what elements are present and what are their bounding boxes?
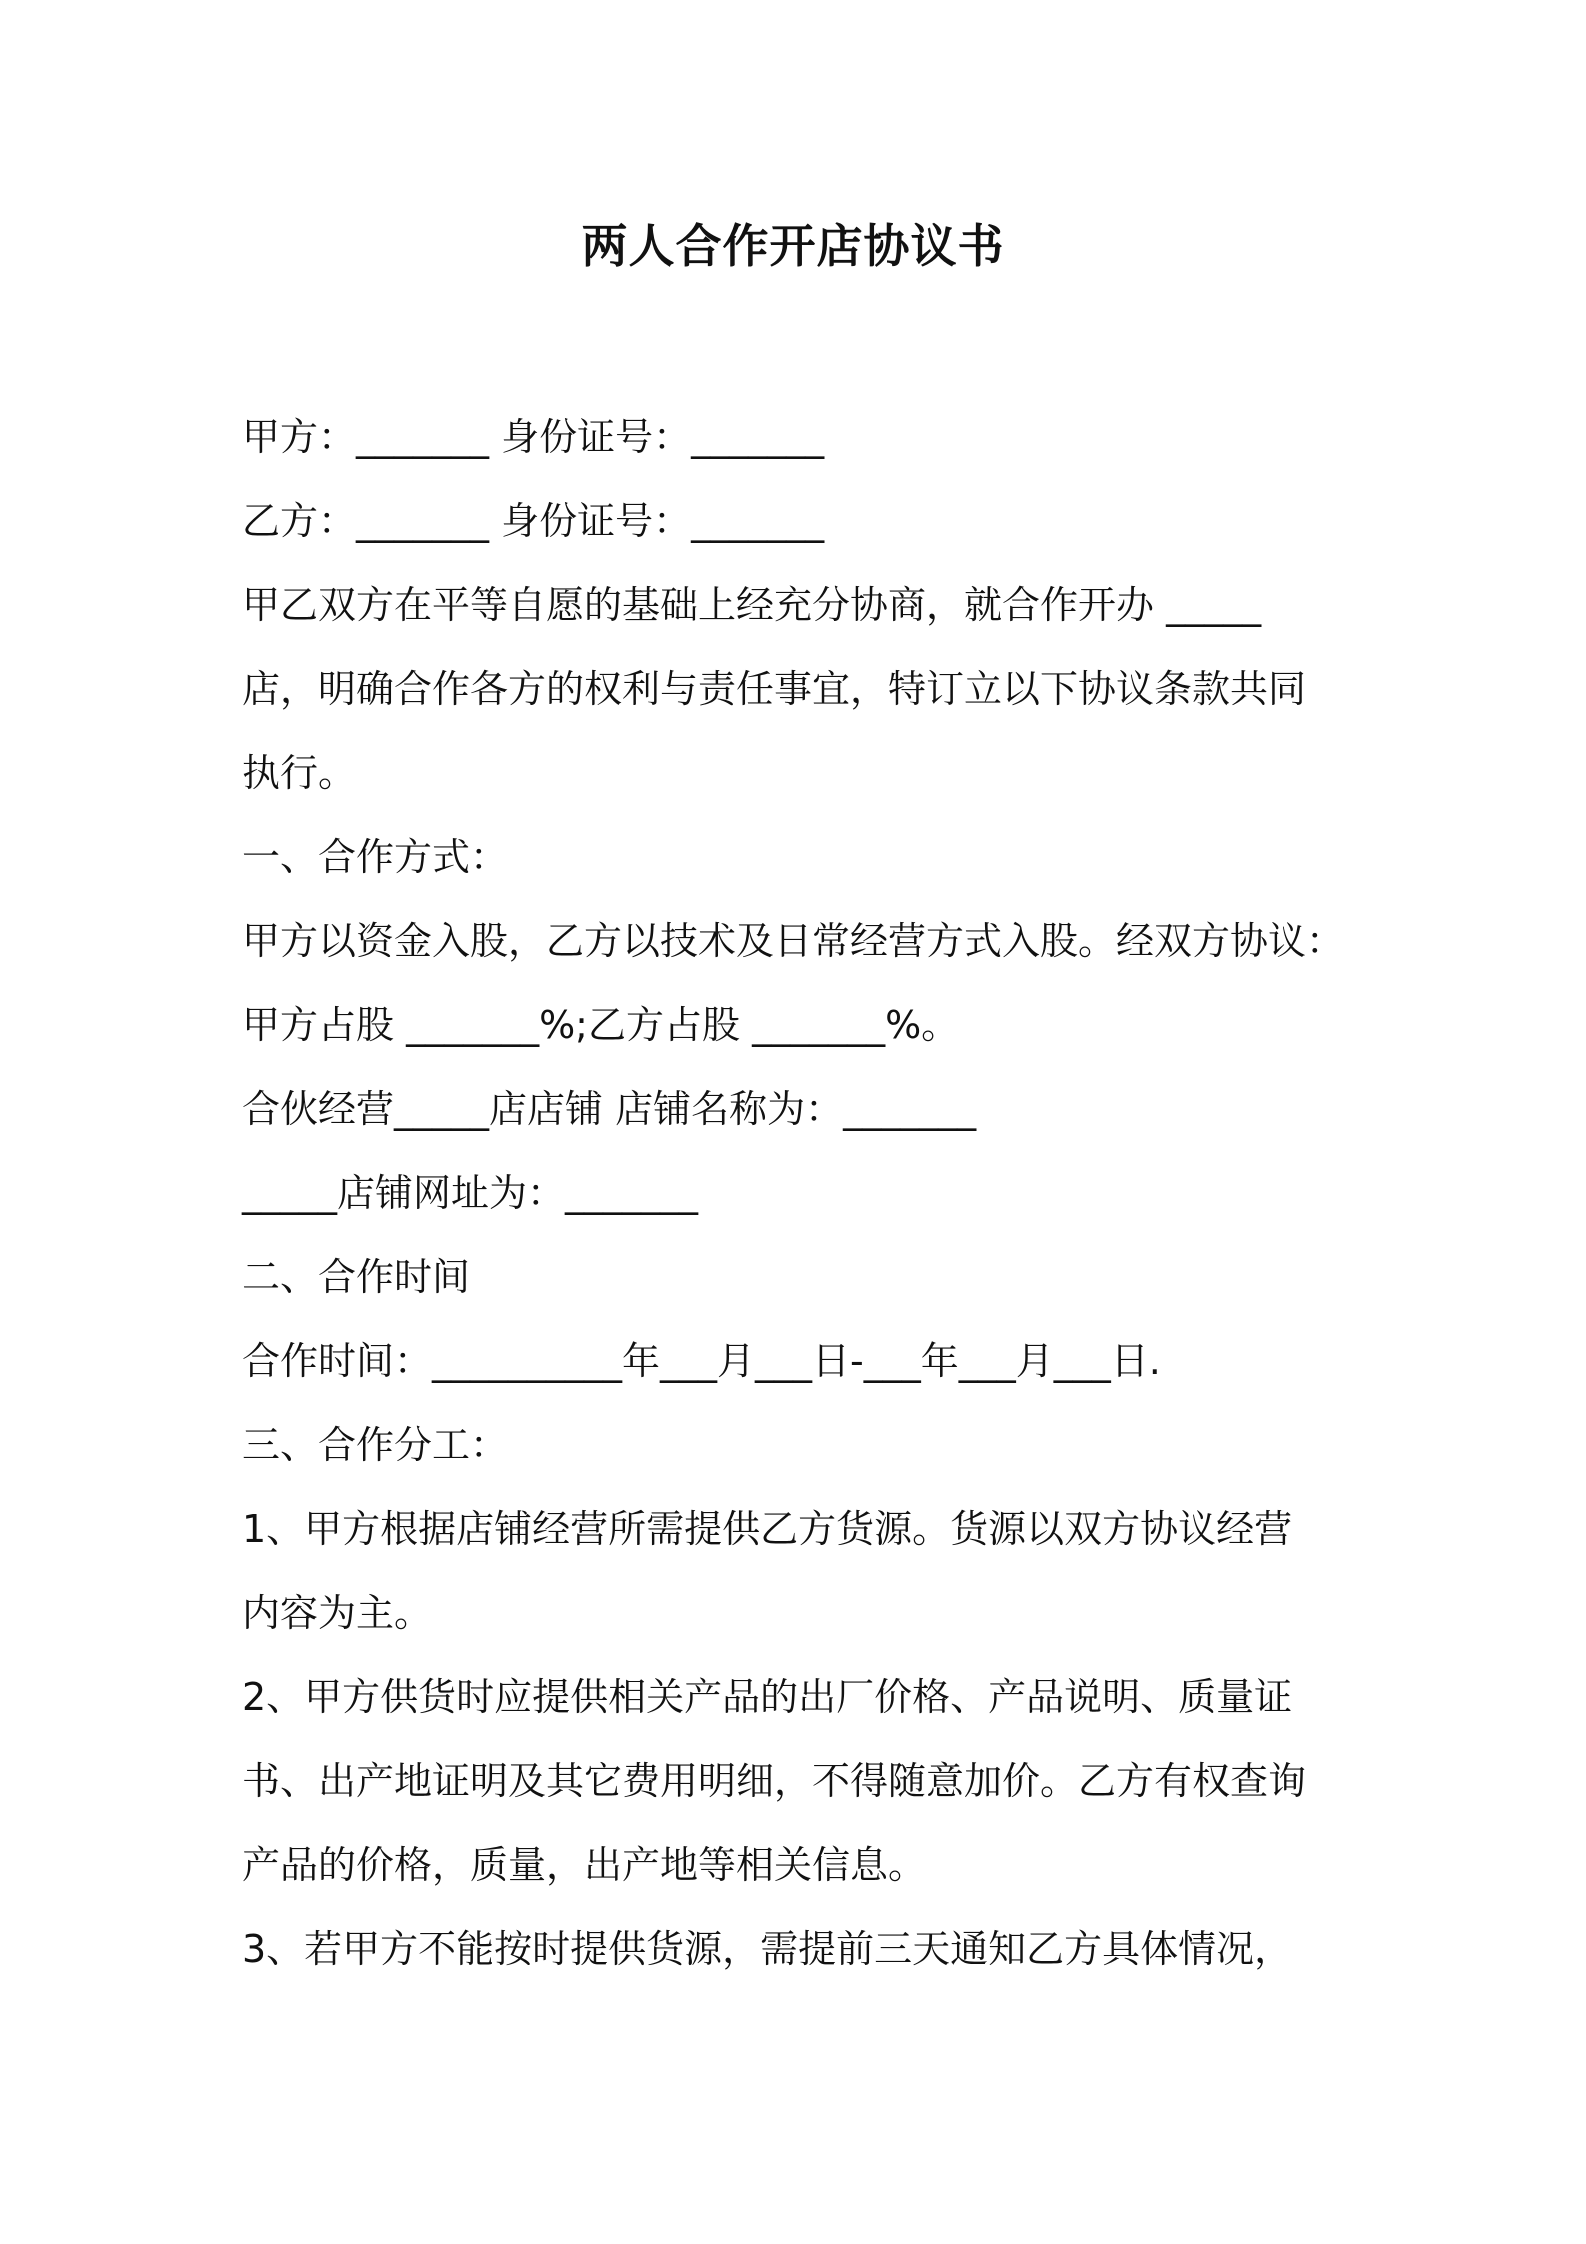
- cooperation-method-line-1: 甲方以资金入股，乙方以技术及日常经营方式入股。经双方协议：: [242, 919, 1345, 963]
- clause-1-line-2: 内容为主。: [242, 1591, 433, 1635]
- clause-1-line-1: 1、甲方根据店铺经营所需提供乙方货源。货源以双方协议经营: [242, 1507, 1293, 1551]
- preamble-line-3: 执行。: [242, 751, 357, 795]
- clause-3-line-1: 3、若甲方不能按时提供货源，需提前三天通知乙方具体情况，: [242, 1927, 1293, 1971]
- preamble-line-2: 店，明确合作各方的权利与责任事宜，特订立以下协议条款共同: [242, 667, 1307, 711]
- clause-2-line-3: 产品的价格，质量，出产地等相关信息。: [242, 1843, 927, 1887]
- clause-2-line-1: 2、甲方供货时应提供相关产品的出厂价格、产品说明、质量证: [242, 1675, 1293, 1719]
- party-a-line: 甲方：_______ 身份证号：_______: [242, 415, 825, 459]
- document-title: 两人合作开店协议书: [581, 219, 1005, 273]
- cooperation-method-line-2: 甲方占股 _______%;乙方占股 _______%。: [242, 1003, 960, 1047]
- store-url-line: _____店铺网址为：_______: [242, 1171, 699, 1215]
- section-heading-division-of-labor: 三、合作分工：: [242, 1423, 509, 1467]
- section-heading-cooperation-time: 二、合作时间: [242, 1255, 471, 1299]
- party-b-line: 乙方：_______ 身份证号：_______: [242, 499, 825, 543]
- section-heading-cooperation-method: 一、合作方式：: [242, 835, 509, 879]
- cooperation-time-line: 合作时间：__________年___月___日-___年___月___日.: [242, 1339, 1161, 1383]
- clause-2-line-2: 书、出产地证明及其它费用明细，不得随意加价。乙方有权查询: [242, 1759, 1307, 1803]
- preamble-line-1: 甲乙双方在平等自愿的基础上经充分协商，就合作开办 _____: [242, 583, 1262, 627]
- store-name-line: 合伙经营_____店店铺 店铺名称为：_______: [242, 1087, 977, 1131]
